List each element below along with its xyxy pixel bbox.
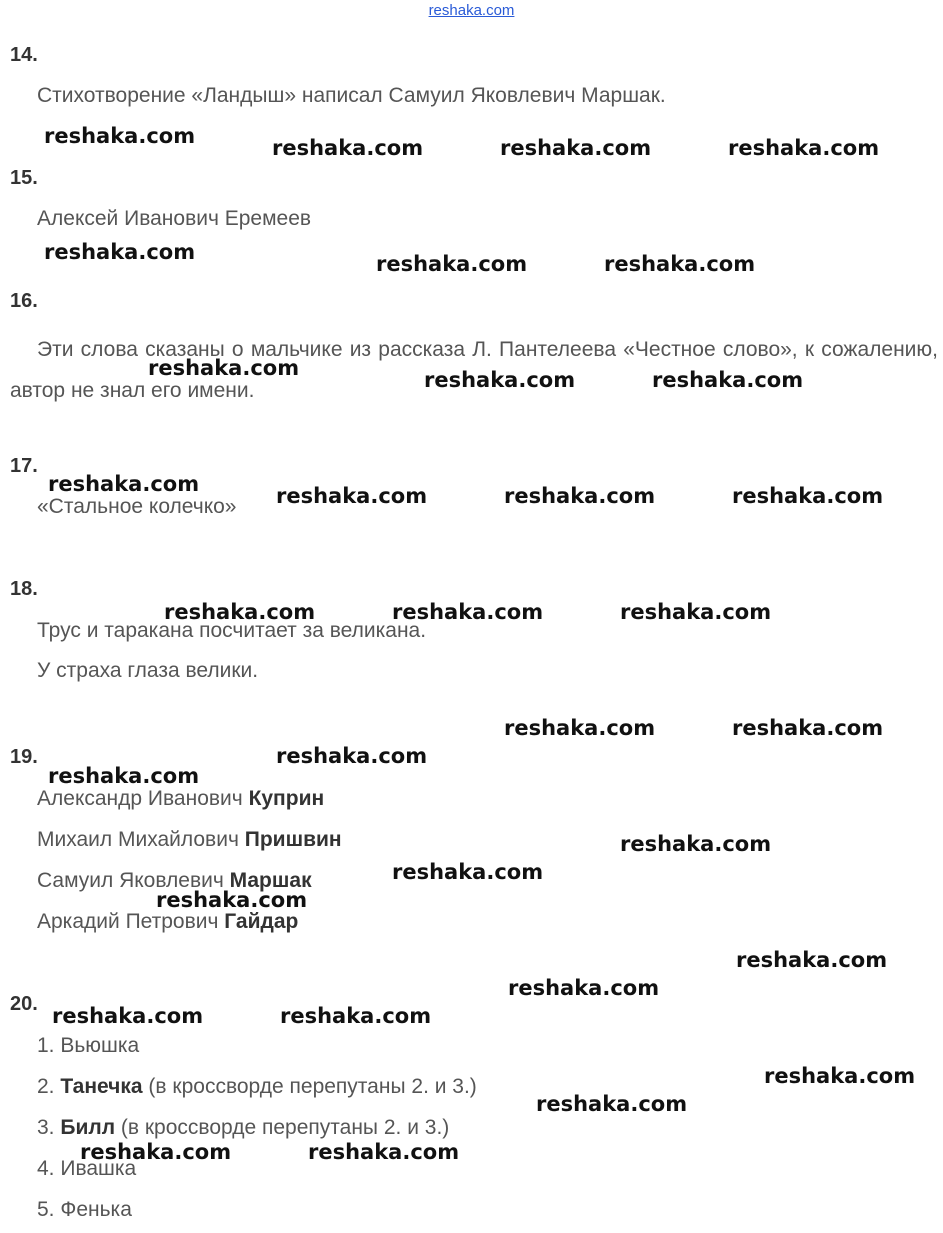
author-surname: Куприн — [248, 787, 325, 810]
list-item-number: 1. — [37, 1034, 55, 1057]
watermark: reshaka.com — [376, 252, 528, 276]
author-surname: Маршак — [229, 869, 312, 892]
site-header-link[interactable]: reshaka.com — [428, 2, 515, 19]
watermark: reshaka.com — [164, 600, 316, 624]
question-number-18: 18. — [10, 578, 38, 600]
answer-16: Эти слова сказаны о мальчике из рассказа Л. Пантелеева «Честное слово», к сожалению, автор не знал его имени. — [10, 338, 938, 402]
answer-14: Стихотворение «Ландыш» написал Самуил Яковлевич Маршак. — [37, 84, 666, 107]
watermark: reshaka.com — [392, 600, 544, 624]
list-item-name: Ивашка — [60, 1157, 137, 1180]
watermark: reshaka.com — [736, 948, 888, 972]
watermark: reshaka.com — [148, 356, 300, 380]
list-item-number: 4. — [37, 1157, 55, 1180]
answer-18-line-2: У страха глаза велики. — [37, 659, 259, 682]
watermark: reshaka.com — [504, 716, 656, 740]
author-line — [37, 787, 324, 811]
watermark: reshaka.com — [48, 472, 200, 496]
watermark: reshaka.com — [732, 716, 884, 740]
list-item — [37, 1198, 132, 1222]
question-number-14: 14. — [10, 44, 38, 66]
watermark: reshaka.com — [156, 888, 308, 912]
question-number-17: 17. — [10, 455, 38, 477]
list-item-name: Танечка — [60, 1075, 143, 1098]
watermark: reshaka.com — [504, 484, 656, 508]
watermark: reshaka.com — [652, 368, 804, 392]
list-item-name: Билл — [60, 1116, 116, 1139]
list-item — [37, 1116, 449, 1140]
watermark: reshaka.com — [728, 136, 880, 160]
watermark: reshaka.com — [276, 744, 428, 768]
watermark: reshaka.com — [536, 1092, 688, 1116]
question-number-15: 15. — [10, 167, 38, 189]
watermark: reshaka.com — [392, 860, 544, 884]
list-item — [37, 1034, 139, 1058]
watermark: reshaka.com — [276, 484, 428, 508]
list-item-number: 2. — [37, 1075, 55, 1098]
answer-18-line-1: Трус и таракана посчитает за великана. — [37, 619, 427, 642]
author-given-name: Самуил Яковлевич — [37, 869, 224, 892]
list-item — [37, 1157, 136, 1181]
author-line — [37, 869, 312, 893]
watermark: reshaka.com — [280, 1004, 432, 1028]
watermark: reshaka.com — [764, 1064, 916, 1088]
watermark: reshaka.com — [308, 1140, 460, 1164]
question-number-20: 20. — [10, 993, 38, 1015]
watermark: reshaka.com — [272, 136, 424, 160]
watermark: reshaka.com — [620, 832, 772, 856]
answer-15: Алексей Иванович Еремеев — [37, 207, 312, 230]
author-given-name: Аркадий Петрович — [37, 910, 219, 933]
author-line — [37, 828, 342, 852]
list-item-number: 5. — [37, 1198, 55, 1221]
author-surname: Гайдар — [224, 910, 299, 933]
question-number-16: 16. — [10, 290, 38, 312]
list-item-note: (в кроссворде перепутаны 2. и 3.) — [148, 1075, 477, 1098]
watermark: reshaka.com — [620, 600, 772, 624]
author-surname: Пришвин — [244, 828, 342, 851]
watermark: reshaka.com — [44, 240, 196, 264]
author-line — [37, 910, 298, 934]
author-given-name: Александр Иванович — [37, 787, 243, 810]
watermark: reshaka.com — [500, 136, 652, 160]
answer-17: «Стальное колечко» — [37, 495, 237, 518]
watermark: reshaka.com — [44, 124, 196, 148]
watermark: reshaka.com — [52, 1004, 204, 1028]
watermark: reshaka.com — [508, 976, 660, 1000]
list-item — [37, 1075, 477, 1099]
list-item-note: (в кроссворде перепутаны 2. и 3.) — [120, 1116, 450, 1139]
list-item-number: 3. — [37, 1116, 55, 1139]
watermark: reshaka.com — [424, 368, 576, 392]
list-item-name: Вьюшка — [60, 1034, 140, 1057]
watermark: reshaka.com — [48, 764, 200, 788]
watermark: reshaka.com — [80, 1140, 232, 1164]
author-given-name: Михаил Михайлович — [37, 828, 239, 851]
question-number-19: 19. — [10, 746, 38, 768]
watermark: reshaka.com — [604, 252, 756, 276]
watermark: reshaka.com — [732, 484, 884, 508]
list-item-name: Фенька — [60, 1198, 132, 1221]
